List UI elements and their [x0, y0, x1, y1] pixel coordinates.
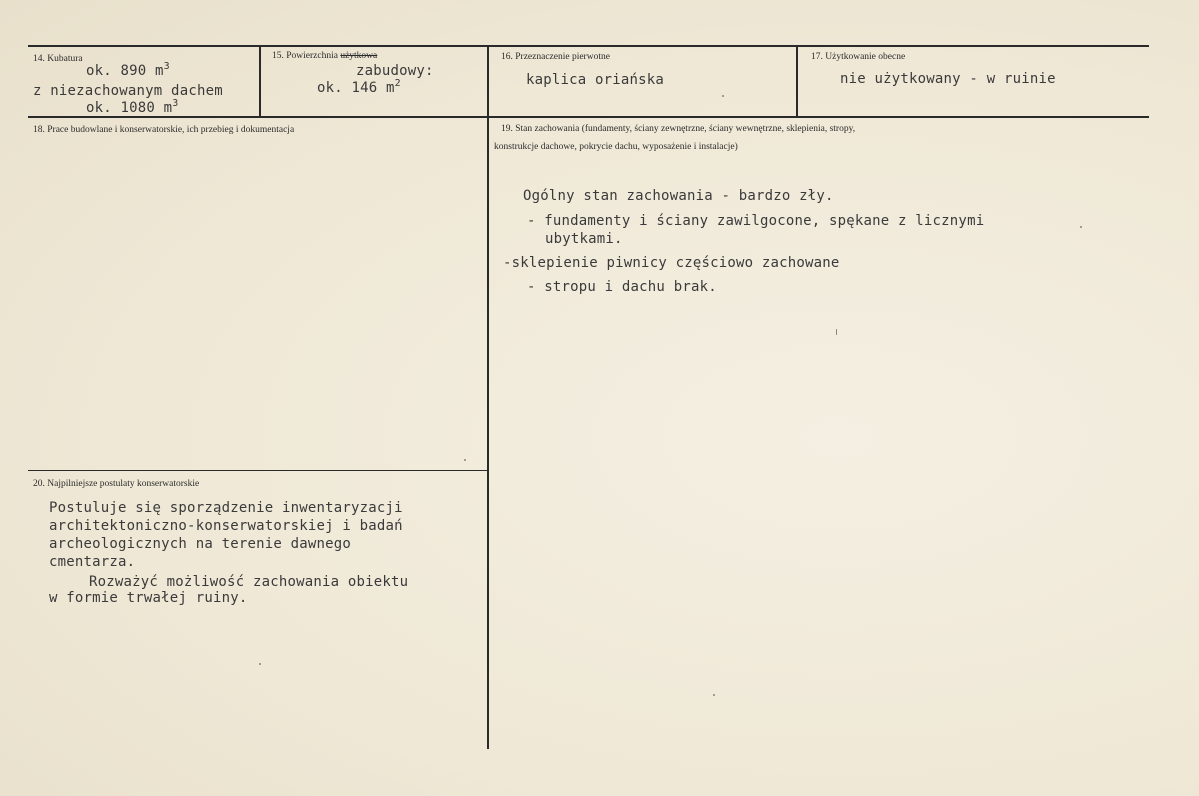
condition-line-4: -sklepienie piwnicy częściowo zachowane: [503, 255, 840, 271]
area-value: ok. 146 $m^2$: [317, 78, 401, 96]
postulate-line-4: cmentarza.: [49, 554, 136, 570]
current-use-value: nie użytkowany - w ruinie: [840, 71, 1056, 87]
field-17-label: 17. Użytkowanie obecne: [811, 52, 906, 62]
condition-line-3: ubytkami.: [545, 231, 623, 247]
field-15-label: 15. Powierzchnia użytkowa: [272, 51, 378, 61]
original-purpose-value: kaplica oriańska: [526, 72, 665, 88]
main-vertical-divider: [487, 45, 489, 749]
field-18-20-divider: [28, 470, 488, 471]
postulate-line-5: Rozważyć możliwość zachowania obiektu: [89, 574, 409, 590]
condition-line-1: Ogólny stan zachowania - bardzo zły.: [523, 188, 834, 204]
paper-speck: [259, 663, 261, 665]
cubature-note: z niezachowanym dachem: [33, 83, 223, 99]
postulate-line-6: w formie trwałej ruiny.: [49, 590, 248, 606]
divider-16-17: [796, 45, 798, 117]
postulate-line-3: archeologicznych na terenie dawnego: [49, 536, 352, 552]
postulate-line-1: Postuluje się sporządzenie inwentaryzacji: [49, 500, 403, 516]
field-19-label-line-1: 19. Stan zachowania (fundamenty, ściany zewnętrzne, ściany wewnętrzne, sklepienia, stropy,: [501, 124, 856, 134]
condition-line-5: - stropu i dachu brak.: [527, 279, 717, 295]
top-border: [28, 45, 1149, 47]
field-20-label: 20. Najpilniejsze postulaty konserwatorskie: [33, 479, 200, 489]
paper-speck: [722, 95, 724, 97]
paper-speck: [836, 329, 837, 335]
divider-14-15: [259, 45, 261, 117]
paper-speck: [464, 459, 466, 461]
field-16-label: 16. Przeznaczenie pierwotne: [501, 52, 610, 62]
field-18-label: 18. Prace budowlane i konserwatorskie, ich przebieg i dokumentacja: [33, 125, 295, 135]
header-row-bottom-border: [28, 116, 1149, 118]
cubature-value: ok. 890 $m^3$: [86, 61, 170, 79]
field-14-label: 14. Kubatura: [33, 54, 83, 64]
paper-speck: [713, 694, 715, 696]
area-type: zabudowy:: [356, 63, 434, 79]
condition-line-2: - fundamenty i ściany zawilgocone, spękane z licznymi: [527, 213, 985, 229]
field-19-label-line-2: konstrukcje dachowe, pokrycie dachu, wyposażenie i instalacje): [494, 142, 738, 152]
postulate-line-2: architektoniczno-konserwatorskiej i badań: [49, 518, 403, 534]
cubature-value-with-roof: ok. 1080 $m^3$: [86, 98, 179, 116]
paper-speck: [1080, 226, 1082, 228]
